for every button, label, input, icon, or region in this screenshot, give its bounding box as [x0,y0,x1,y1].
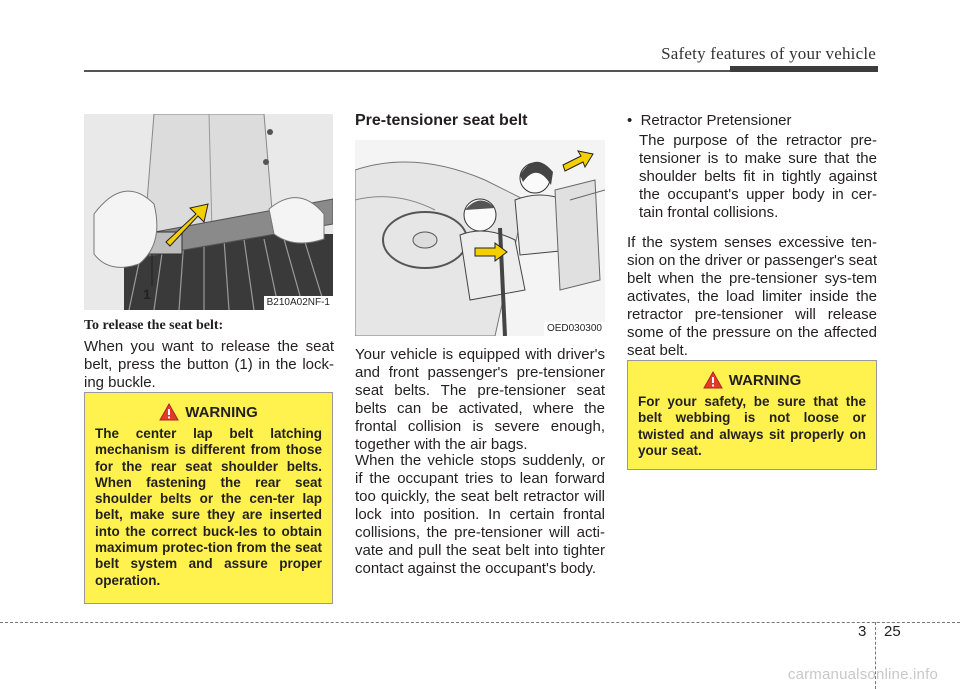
warning-title: WARNING [728,371,802,389]
middle-paragraph-1: Your vehicle is equipped with driver's and front passenger's pre-tensioner seat belts. The pre-tensioner seat belts can be activated, where the frontal collision is severe enough, together with the air bags. [355,346,605,453]
warning-header [95,403,322,421]
bullet-dot: • [627,112,641,129]
section-title: Safety features of your vehicle [661,44,876,63]
chapter-number: 3 [858,623,867,640]
warning-box-left [84,392,333,604]
caption: To release the seat belt: [84,318,224,333]
bullet-title: Retractor Pretensioner [640,112,792,129]
bullet-item [627,112,877,222]
header-bar [730,66,878,72]
seat-belt-buckle-illustration [84,114,333,310]
footer-rule [0,622,960,623]
warning-header [638,371,866,389]
warning-text: The center lap belt latching mechanism is different from those for the rear seat shoulder belts. When fastening the rear seat shoulder belts or the cen-ter lap belt, make sure they are inserted into the correct buck-les to obtain maximum protec-tion from the seat belt system and assure proper operation. [95,426,322,588]
middle-paragraph-2: When the vehicle stops suddenly, or if the occupant tries to lean forward too quickly, the seat belt retractor will lock into position. In certain frontal collisions, the pre-tensioner will acti-vate and pull the seat belt into tighter contact against the occupant's body. [355,452,605,577]
pretensioner-drawing [355,140,605,336]
warning-text: For your safety, be sure that the belt webbing is not loose or twisted and always sit properly on your seat. [638,394,866,458]
section-heading: Pre-tensioner seat belt [355,112,528,129]
callout-number: 1 [143,286,151,302]
warning-triangle-icon [703,371,723,389]
image-code: B210A02NF-1 [264,296,333,310]
page-number: 25 [884,623,901,640]
right-paragraph: If the system senses excessive ten-sion on the driver or passenger's seat belt when the pre-tensioner sys-tem activates, the load limiter inside the retractor pre-tensioner will release some of the pressure on the affected seat belt. [627,234,877,359]
image-code: OED030300 [544,322,605,336]
pretensioner-illustration [355,140,605,336]
warning-title: WARNING [185,403,258,421]
warning-box-right [627,360,877,470]
watermark: carmanualsonline.info [787,666,938,683]
left-paragraph: When you want to release the seat belt, press the button (1) in the lock-ing buckle. [84,338,334,391]
buckle-drawing [84,114,333,310]
bullet-text: The purpose of the retractor pre-tensioner is to make sure that the shoulder belts fit in tightly against the occupant's upper body in cer-tain frontal collisions. [639,132,877,221]
warning-triangle-icon [159,403,179,421]
